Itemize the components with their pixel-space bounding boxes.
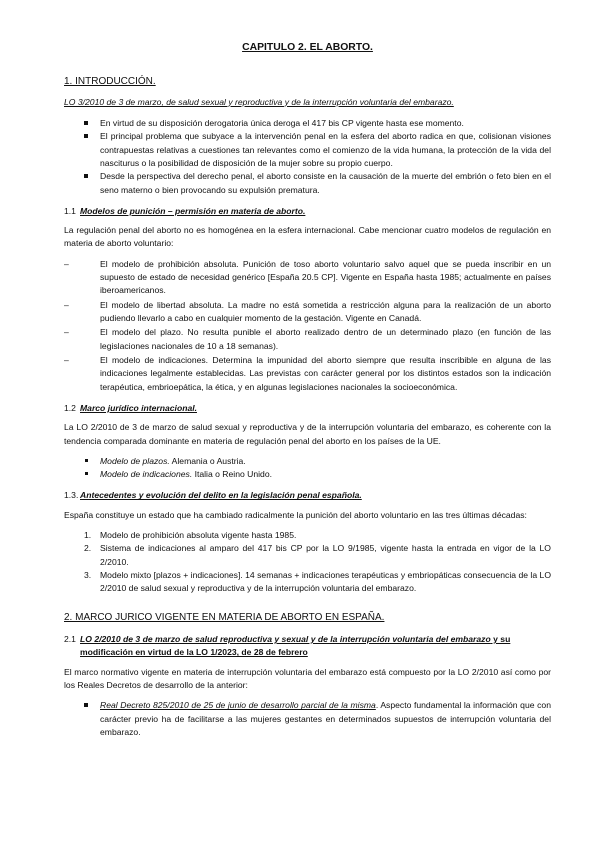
list-item: Desde la perspectiva del derecho penal, el aborto consiste en la causación de la muerte del embrión o feto bien en el seno materno o bien provocando su expulsión prematura. — [64, 170, 551, 197]
list-item: 1. Modelo de prohibición absoluta vigente hasta 1985. — [84, 530, 297, 541]
list-item: – El modelo de prohibición absoluta. Punición de toso aborto voluntario salvo aquel que se pueda inscribir en un supuesto de estado de necesidad genérico [España 20.5 CP]. Vigente en España hasta 1985; actualmente en países iberoamericanos. — [64, 258, 551, 296]
dash-bullet-icon: – — [64, 327, 69, 338]
subsection-heading-lo-2010: 2.1 LO 2/2010 de 3 de marzo de salud reproductiva y sexual y de la interrupción voluntaria del embarazo y su modificación en virtud de la LO 1/2023, de 28 de febrero — [64, 634, 511, 658]
square-bullet-icon — [85, 459, 88, 462]
list-item: – El modelo de indicaciones. Determina la impunidad del aborto siempre que resulta inscribible en alguna de las indicaciones legalmente establecidas. Las previstas con carácter general por los distintos estados son la indicación terapéutica, embrioepática, la ética, y en algunas legislaciones nacionales la socioeconómica. — [64, 354, 551, 392]
list-item: Real Decreto 825/2010 de 25 de junio de desarrollo parcial de la misma. Aspecto fundamental la información que con carácter previo ha de facilitarse a las mujeres gestantes en determinados supuestos de interrupción voluntaria del embarazo. — [64, 699, 551, 739]
dash-bullet-icon: – — [64, 258, 69, 269]
page-title: CAPITULO 2. EL ABORTO. — [242, 42, 373, 53]
subsection-heading-marco-internacional: 1.2 Marco jurídico internacional. — [64, 402, 197, 413]
list-item: – El modelo de libertad absoluta. La madre no está sometida a restricción alguna para la realización de un aborto pudiendo llevarlo a cabo en cualquier momento de la gestación. Vigente en Canadá. — [64, 299, 551, 323]
examples-list — [64, 455, 551, 482]
square-bullet-icon — [84, 134, 88, 138]
list-item: – El modelo del plazo. No resulta punible el aborto realizado dentro de un determinado plazo (en función de las legislaciones nacionales de 10 a 18 semanas). — [64, 327, 551, 351]
paragraph: La LO 2/2010 de 3 de marzo de salud sexual y reproductiva y de la interrupción voluntaria del embarazo, es coherente con la tendencia comparada dominante en materia de regulación penal del aborto en los países de la UE. — [64, 422, 551, 446]
paragraph: España constituye un estado que ha cambiado radicalmente la punición del aborto voluntario en las tres últimas décadas: — [64, 509, 527, 520]
dash-bullet-icon: – — [64, 354, 69, 365]
square-bullet-icon — [84, 174, 88, 178]
square-bullet-icon — [84, 703, 88, 707]
dash-bullet-icon: – — [64, 299, 69, 310]
square-bullet-icon — [84, 121, 88, 125]
law-reference: LO 3/2010 de 3 de marzo, de salud sexual y reproductiva y de la interrupción voluntaria del embarazo. — [64, 96, 454, 107]
models-list — [64, 258, 551, 394]
list-item: Modelo de plazos. Alemania o Austria. — [64, 455, 551, 468]
section-heading-introduccion: 1. INTRODUCCIÓN. — [64, 76, 156, 88]
intro-bullet-list — [64, 117, 551, 197]
list-item: Modelo de indicaciones. Italia o Reino Unido. — [64, 468, 551, 481]
list-item: 3. Modelo mixto [plazos + indicaciones]. 14 semanas + indicaciones terapéuticas y embriopáticas consecuencia de la LO 2/2010 de salud sexual y reproductiva y de la interrupción voluntaria del embarazo. — [84, 570, 551, 594]
list-item: En virtud de su disposición derogatoria única deroga el 417 bis CP vigente hasta ese momento. — [64, 117, 551, 130]
square-bullet-icon — [85, 472, 88, 475]
subsection-heading-antecedentes: 1.3. Antecedentes y evolución del delito en la legislación penal española. — [64, 490, 362, 501]
section-heading-marco-juridico: 2. MARCO JURICO VIGENTE EN MATERIA DE ABORTO EN ESPAÑA. — [64, 611, 385, 623]
subsection-heading-modelos: 1.1 Modelos de punición – permisión en materia de aborto. — [64, 205, 306, 216]
decrees-list — [64, 699, 551, 739]
list-item: El principal problema que subyace a la intervención penal en la esfera del aborto radica en que, colisionan visiones contrapuestas relativas a cuestiones tan relevantes como el comienzo de la vida humana, la protección de la vida del nasciturus o la posibilidad de disposición de la mujer sobre su propio cuerpo. — [64, 130, 551, 170]
paragraph: La regulación penal del aborto no es homogénea en la esfera internacional. Cabe mencionar cuatro modelos de regulación en materia de aborto voluntario: — [64, 225, 551, 249]
evolution-list — [64, 529, 551, 596]
paragraph: El marco normativo vigente en materia de interrupción voluntaria del embarazo está compuesto por la LO 2/2010 así como por los Reales Decretos de desarrollo de la anterior: — [64, 666, 551, 691]
list-item: 2. Sistema de indicaciones al amparo del 417 bis CP por la LO 9/1985, vigente hasta la entrada en vigor de la LO 2/2010. — [84, 543, 551, 567]
